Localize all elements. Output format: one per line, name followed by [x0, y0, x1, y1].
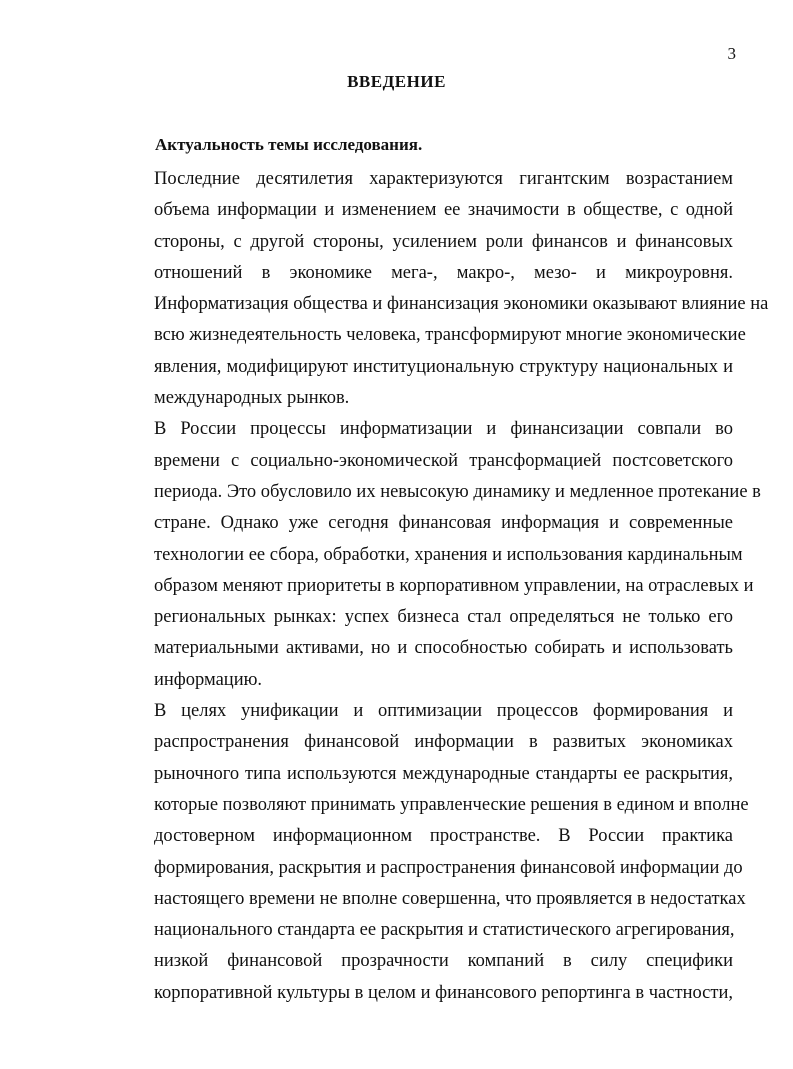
text-line: Информатизация общества и финансизация экономики оказывают влияние на [154, 294, 769, 315]
text-line: отношений в экономике мега-, макро-, мезо- и микроуровня. [154, 262, 733, 283]
paragraph-3 [107, 696, 749, 1009]
text-line: времени с социально-экономической трансформацией постсоветского [154, 450, 733, 471]
text-line: информацию. [154, 669, 263, 690]
text-line: объема информации и изменением ее значимости в обществе, с одной [154, 200, 733, 221]
text-line: национального стандарта ее раскрытия и статистического агрегирования, [154, 920, 735, 941]
text-line: корпоративной культуры в целом и финансового репортинга в частности, [154, 982, 733, 1003]
paragraph-1 [107, 164, 769, 414]
text-line: стране. Однако уже сегодня финансовая информация и современные [154, 513, 733, 534]
page-heading: ВВЕДЕНИЕ [347, 72, 446, 91]
text-line: технологии ее сбора, обработки, хранения и использования кардинальным [154, 544, 743, 565]
text-line: распространения финансовой информации в развитых экономиках [154, 732, 733, 753]
body-text [107, 164, 769, 1009]
text-line: Последние десятилетия характеризуются гигантским возрастанием [154, 169, 733, 189]
text-line: низкой финансовой прозрачности компаний в силу специфики [154, 951, 733, 972]
text-line: периода. Это обусловило их невысокую динамику и медленное протекание в [154, 481, 761, 502]
text-line: достоверном информационном пространстве. В России практика [154, 826, 733, 847]
text-line: рыночного типа используются международные стандарты ее раскрытия, [154, 763, 733, 784]
text-line: В России процессы информатизации и финансизации совпали во [154, 419, 733, 440]
text-line: материальными активами, но и способностью собирать и использовать [154, 638, 733, 659]
text-line: образом меняют приоритеты в корпоративном управлении, на отраслевых и [154, 575, 754, 596]
text-line: В целях унификации и оптимизации процессов формирования и [154, 701, 733, 722]
text-line: формирования, раскрытия и распространения финансовой информации до [154, 857, 743, 878]
text-line: которые позволяют принимать управленческие решения в едином и вполне [154, 794, 749, 815]
text-line: региональных рынках: успех бизнеса стал определяться не только его [154, 607, 733, 628]
text-line: всю жизнедеятельность человека, трансформируют многие экономические [154, 325, 746, 346]
paragraph-2 [107, 414, 761, 696]
text-line: явления, модифицируют институциональную структуру национальных и [154, 356, 733, 377]
text-line: стороны, с другой стороны, усилением роли финансов и финансовых [154, 231, 733, 252]
text-line: настоящего времени не вполне совершенна, что проявляется в недостатках [154, 888, 746, 909]
section-subheading: Актуальность темы исследования. [155, 135, 423, 154]
page-number: 3 [727, 44, 736, 63]
text-line: международных рынков. [154, 388, 350, 409]
